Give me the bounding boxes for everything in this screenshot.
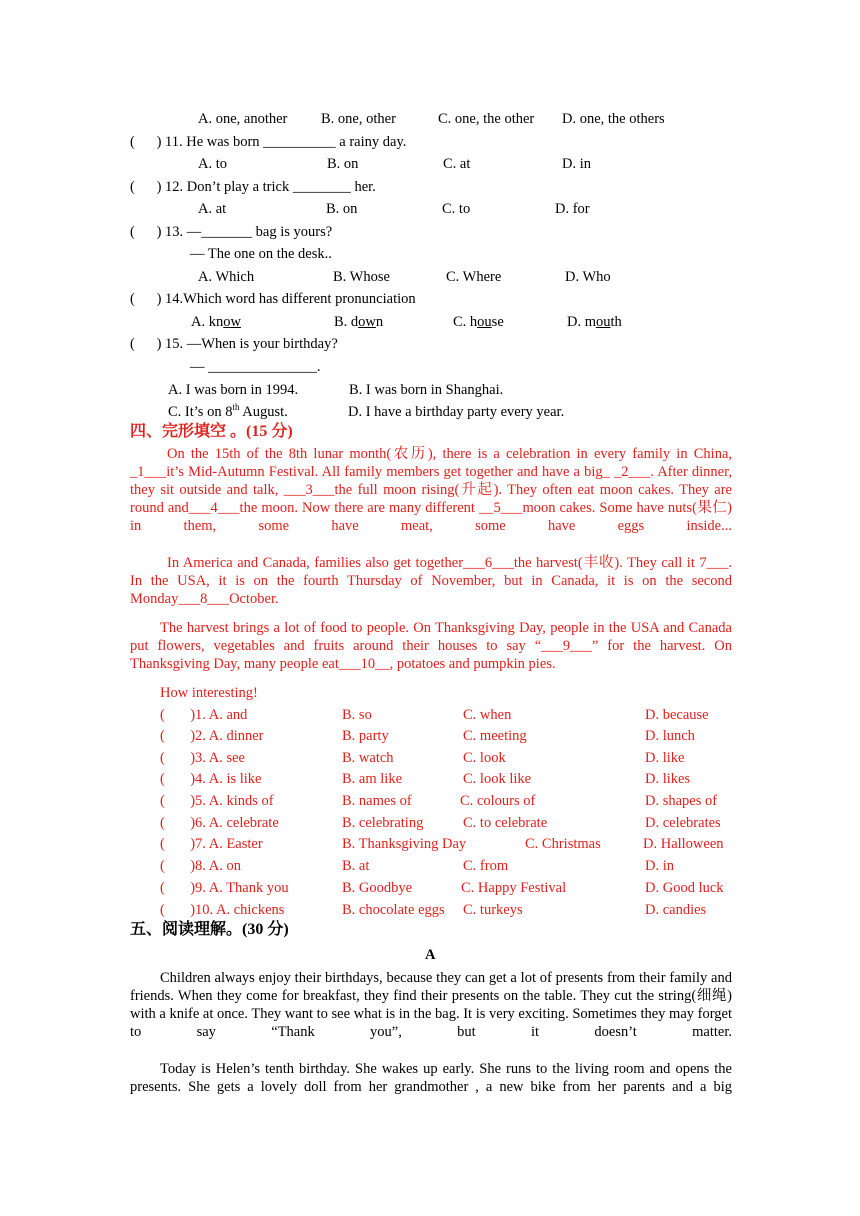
q13-option-b: B. Whose [333, 269, 390, 285]
cloze-option-2-b: B. party [342, 728, 389, 744]
q13-reply: — The one on the desk.. [190, 246, 332, 262]
cloze-option-5-d: D. shapes of [645, 793, 718, 809]
cloze-option-10: ( )10. A. chickens [160, 902, 285, 918]
cloze-option-7-d: D. Halloween [643, 836, 724, 852]
cloze-paragraph-2: In America and Canada, families also get together___6___the harvest(丰收). They call it 7___. In the USA, it is on the fourth Thursday of November, but in Canada, it is on the second Monday___8___October. [130, 555, 732, 607]
cloze-option-3-c: C. look [463, 750, 506, 766]
q10-option-a: A. one, another [198, 111, 288, 127]
cloze-option-3-d: D. like [645, 750, 685, 766]
q15-stem: ( ) 15. —When is your birthday? [130, 336, 338, 352]
cloze-option-8: ( )8. A. on [160, 858, 241, 874]
cloze-option-1: ( )1. A. and [160, 707, 248, 723]
cloze-option-2-d: D. lunch [645, 728, 695, 744]
q11-stem: ( ) 11. He was born __________ a rainy day. [130, 134, 407, 150]
q13-stem: ( ) 13. —_______ bag is yours? [130, 224, 333, 240]
passage-a-paragraph-2: Today is Helen’s tenth birthday. She wakes up early. She runs to the living room and opens the presents. She gets a lovely doll from her grandmother , a new bike from her parents and a big [130, 1061, 732, 1095]
q11-option-c: C. at [443, 156, 471, 172]
cloze-option-9-d: D. Good luck [645, 880, 724, 896]
q10-option-c: C. one, the other [438, 111, 535, 127]
q13-option-a: A. Which [198, 269, 255, 285]
cloze-option-7-c: C. Christmas [525, 836, 601, 852]
cloze-option-1-d: D. because [645, 707, 709, 723]
cloze-option-10-b: B. chocolate eggs [342, 902, 445, 918]
cloze-option-3-b: B. watch [342, 750, 394, 766]
cloze-option-1-c: C. when [463, 707, 512, 723]
q14-option-a: A. know [191, 314, 241, 330]
cloze-option-6: ( )6. A. celebrate [160, 815, 279, 831]
q15-reply: — _______________. [190, 359, 321, 375]
cloze-option-5-b: B. names of [342, 793, 412, 809]
cloze-option-9-b: B. Goodbye [342, 880, 413, 896]
cloze-option-4-d: D. likes [645, 771, 691, 787]
q11-option-b: B. on [327, 156, 359, 172]
cloze-option-2-c: C. meeting [463, 728, 527, 744]
cloze-option-5: ( )5. A. kinds of [160, 793, 274, 809]
q10-option-b: B. one, other [321, 111, 396, 127]
q12-stem: ( ) 12. Don’t play a trick ________ her. [130, 179, 376, 195]
cloze-option-1-b: B. so [342, 707, 372, 723]
q10-option-d: D. one, the others [562, 111, 665, 127]
cloze-option-4: ( )4. A. is like [160, 771, 262, 787]
cloze-option-10-c: C. turkeys [463, 902, 523, 918]
cloze-paragraph-3: The harvest brings a lot of food to people. On Thanksgiving Day, people in the USA and Canada put flowers, vegetables and fruits around their houses to say “___9___” for the harvest. On Thanksgiving Day, many people eat___10__, potatoes and pumpkin pies. [130, 620, 732, 672]
cloze-option-2: ( )2. A. dinner [160, 728, 264, 744]
cloze-option-4-c: C. look like [463, 771, 532, 787]
q15-option-b: B. I was born in Shanghai. [349, 382, 504, 398]
q12-option-d: D. for [555, 201, 590, 217]
cloze-option-4-b: B. am like [342, 771, 403, 787]
cloze-paragraph-1: On the 15th of the 8th lunar month(农历), there is a celebration in every family in China, _1___it’s Mid-Autumn Festival. All family members get together and have a big_ _2___. After dinner, they sit outside and talk, ___3___the full moon rising(升起). They often eat moon cakes. They are round and___4___the moon. Now there are many different __5___moon cakes. Some have nuts(果仁) in them, some have meat, some have eggs inside... [130, 446, 732, 534]
q12-option-a: A. at [198, 201, 227, 217]
q15-option-a: A. I was born in 1994. [168, 382, 299, 398]
q15-option-c: C. It’s on 8th August. [168, 402, 288, 420]
passage-a-label: A [425, 947, 436, 963]
passage-a-paragraph-1: Children always enjoy their birthdays, because they can get a lot of presents from their family and friends. When they come for breakfast, they find their presents on the table. They cut the string(细绳) with a knife at once. They want to see what is in the bag. It is very exciting. Sometimes they may forget to say “Thank you”, but it doesn’t matter. [130, 970, 732, 1040]
q12-option-c: C. to [442, 201, 471, 217]
q14-option-b: B. down [334, 314, 384, 330]
section-5-title: 五、阅读理解。(30 分) [130, 921, 289, 938]
q14-option-c: C. house [453, 314, 504, 330]
q14-stem: ( ) 14.Which word has different pronunciation [130, 291, 416, 307]
q13-option-c: C. Where [446, 269, 502, 285]
q13-option-d: D. Who [565, 269, 611, 285]
cloze-option-9: ( )9. A. Thank you [160, 880, 289, 896]
cloze-option-8-d: D. in [645, 858, 674, 874]
cloze-option-6-d: D. celebrates [645, 815, 721, 831]
cloze-option-3: ( )3. A. see [160, 750, 245, 766]
section-4-title: 四、完形填空 。(15 分) [130, 423, 293, 440]
cloze-paragraph-4: How interesting! [160, 685, 258, 701]
q14-option-d: D. mouth [567, 314, 622, 330]
cloze-option-6-b: B. celebrating [342, 815, 424, 831]
q15-option-d: D. I have a birthday party every year. [348, 404, 565, 420]
cloze-option-8-c: C. from [463, 858, 509, 874]
cloze-option-6-c: C. to celebrate [463, 815, 548, 831]
q11-option-d: D. in [562, 156, 591, 172]
cloze-option-10-d: D. candies [645, 902, 707, 918]
q11-option-a: A. to [198, 156, 227, 172]
cloze-option-8-b: B. at [342, 858, 370, 874]
cloze-option-9-c: C. Happy Festival [461, 880, 567, 896]
cloze-option-7-b: B. Thanksgiving Day [342, 836, 467, 852]
cloze-option-5-c: C. colours of [460, 793, 536, 809]
cloze-option-7: ( )7. A. Easter [160, 836, 263, 852]
q12-option-b: B. on [326, 201, 358, 217]
